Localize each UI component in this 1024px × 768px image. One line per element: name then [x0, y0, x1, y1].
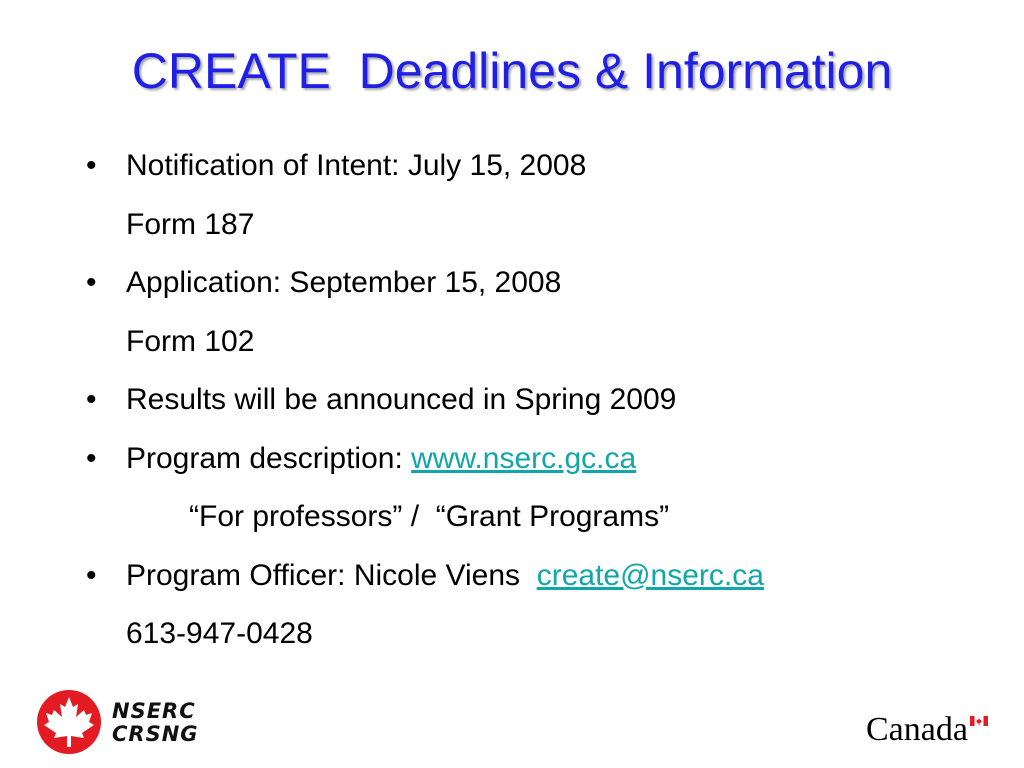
list-item — [86, 491, 1006, 550]
canada-wordmark: Canada — [866, 711, 968, 748]
line-text: 613-947-0428 — [126, 617, 313, 650]
nserc-logo — [36, 689, 206, 759]
nserc-website-link[interactable]: www.nserc.gc.ca — [411, 441, 637, 475]
line-text: Notification of Intent: July 15, 2008 — [126, 149, 587, 182]
line-text: “For professors” / “Grant Programs” — [189, 500, 670, 533]
slide-title: CREATE Deadlines & Information — [131, 43, 893, 99]
bullet-marker: • — [86, 558, 97, 592]
bullet-marker: • — [86, 383, 97, 416]
create-email-link[interactable]: create@nserc.ca — [536, 558, 764, 592]
canada-flag-icon — [970, 716, 988, 726]
bullet-marker: • — [86, 266, 97, 299]
line-text: Form 187 — [126, 207, 255, 241]
bullet-marker: • — [86, 441, 97, 475]
nserc-wordmark: NSERC — [112, 699, 196, 723]
line-text: Application: September 15, 2008 — [126, 266, 562, 299]
line-text: Form 102 — [126, 324, 255, 358]
list-item — [86, 140, 1006, 199]
program-description-label: Program description: — [126, 441, 412, 475]
canada-wordmark-logo — [866, 708, 990, 752]
bullet-list — [86, 140, 1006, 667]
list-item — [86, 608, 1006, 667]
list-item — [86, 257, 1006, 316]
line-text: Results will be announced in Spring 2009 — [126, 383, 677, 416]
bullet-marker: • — [86, 149, 97, 182]
maple-leaf-icon — [36, 689, 102, 755]
list-item — [86, 433, 1006, 492]
crsng-wordmark: CRSNG — [112, 722, 199, 746]
line-text — [126, 433, 636, 485]
list-item — [86, 316, 1006, 375]
program-officer-label: Program Officer: Nicole Viens — [126, 558, 537, 592]
list-item — [86, 374, 1006, 433]
list-item — [86, 550, 1006, 609]
line-text — [126, 550, 764, 602]
list-item — [86, 199, 1006, 258]
